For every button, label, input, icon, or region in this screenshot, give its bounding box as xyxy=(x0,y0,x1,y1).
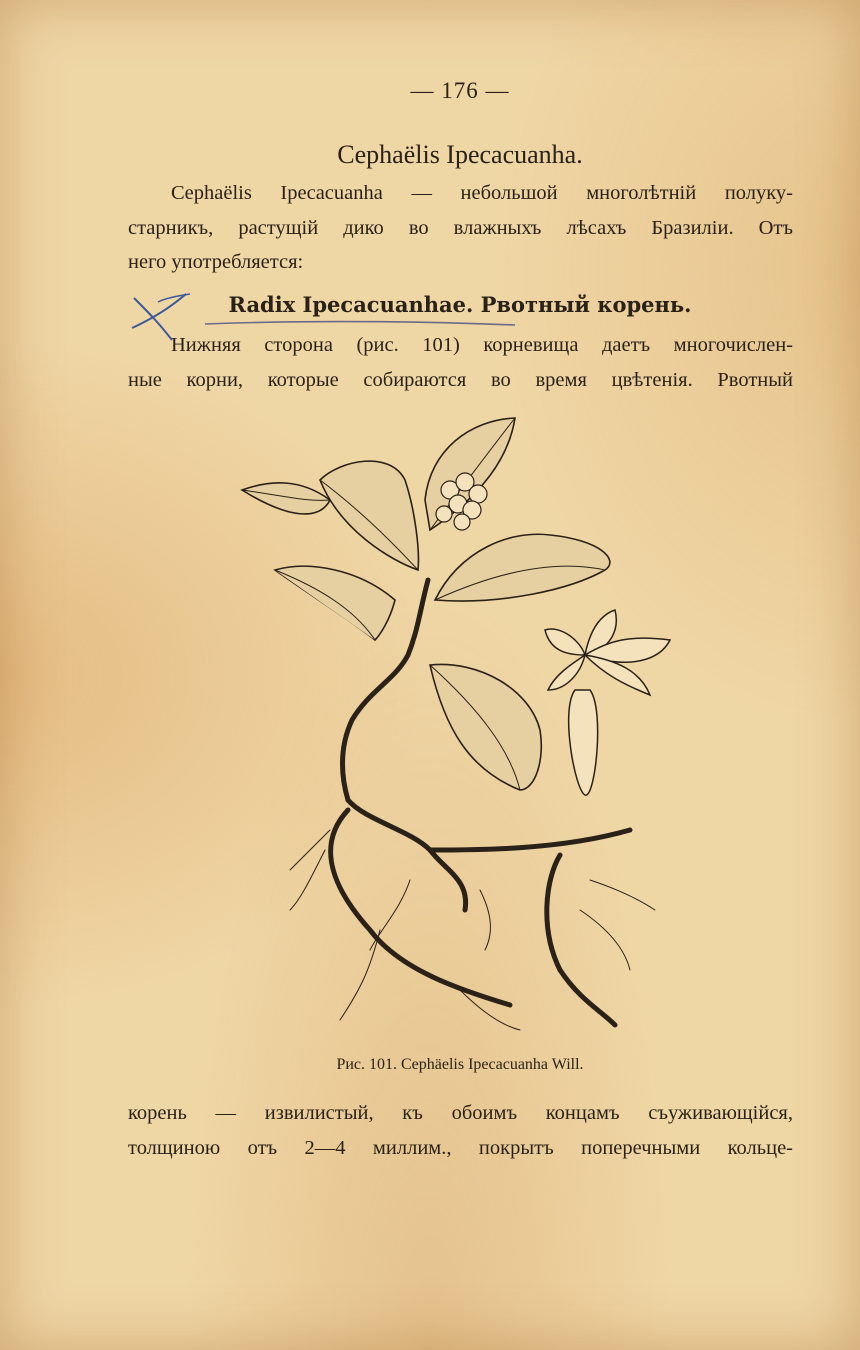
paragraph-line: ные корни, которые собираются во время цвѣтенія. Рвотный xyxy=(128,368,793,391)
paragraph-intro xyxy=(128,176,793,280)
flower-detail xyxy=(545,610,670,795)
page-number: — 176 — xyxy=(410,78,510,103)
paragraph-line: Нижняя сторона (рис. 101) корневища даетъ многочислен- xyxy=(171,334,793,356)
leaf xyxy=(242,418,610,790)
paragraph-line: толщиною отъ 2—4 миллим., покрытъ поперечными кольце- xyxy=(128,1136,793,1159)
roots xyxy=(331,800,630,1025)
paragraph-line: корень — извилистый, къ обоимъ концамъ съуживающійся, xyxy=(128,1102,793,1124)
paragraph-line: него употребляется: xyxy=(128,251,304,273)
paragraph-line: старникъ, растущій дико во влажныхъ лѣсахъ Бразиліи. Отъ xyxy=(128,216,793,239)
paragraph-roots xyxy=(128,328,793,397)
paragraph-line: Cephaëlis Ipecacuanha — небольшой многолѣтній полуку- xyxy=(171,182,793,204)
section-heading: Cephaëlis Ipecacuanha. xyxy=(337,140,583,169)
root-hairs xyxy=(290,830,655,1030)
subsection-heading: Radix Ipecacuanhae. Рвотный корень. xyxy=(228,292,692,317)
paragraph-description xyxy=(128,1096,793,1165)
plant-illustration xyxy=(230,410,680,1050)
figure-caption: Рис. 101. Cephäelis Ipecacuanha Will. xyxy=(336,1056,584,1073)
